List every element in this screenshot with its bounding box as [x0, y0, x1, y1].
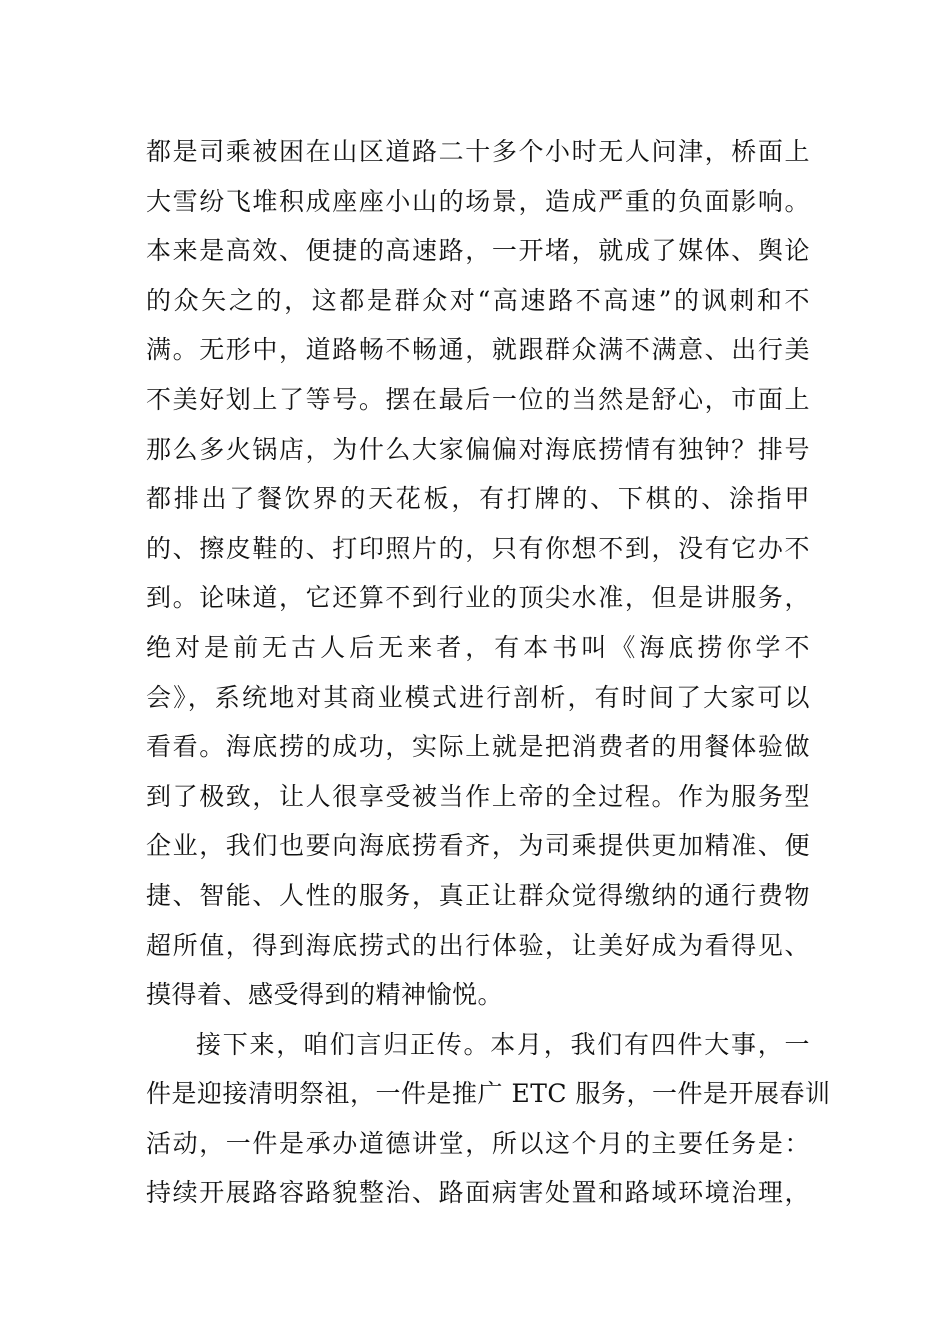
text-line: 都是司乘被困在山区道路二十多个小时无人问津，桥面上 — [146, 137, 810, 166]
text-line: 本来是高效、便捷的高速路，一开堵，就成了媒体、舆论 — [146, 236, 810, 266]
text-line: 企业，我们也要向海底捞看齐，为司乘提供更加精准、便 — [146, 831, 810, 861]
text-line: 接下来，咱们言归正传。本月，我们有四件大事，一 — [196, 1029, 810, 1059]
text-line: 超所值，得到海底捞式的出行体验，让美好成为看得见、 — [146, 930, 810, 960]
text-line: 看看。海底捞的成功，实际上就是把消费者的用餐体验做 — [146, 732, 810, 762]
text-line: 捷、智能、人性的服务，真正让群众觉得缴纳的通行费物 — [146, 880, 810, 910]
paragraph-1 — [146, 127, 810, 1020]
text-line: 满。无形中，道路畅不畅通，就跟群众满不满意、出行美 — [146, 335, 810, 365]
paragraph-2 — [146, 1020, 831, 1218]
text-line: 到了极致，让人很享受被当作上帝的全过程。作为服务型 — [146, 781, 810, 811]
text-line: 活动，一件是承办道德讲堂，所以这个月的主要任务是： — [146, 1128, 810, 1158]
text-line: 大雪纷飞堆积成座座小山的场景，造成严重的负面影响。 — [146, 186, 810, 216]
text-line: 件是迎接清明祭祖，一件是推广 ETC 服务，一件是开展春训 — [146, 1079, 831, 1109]
text-line: 持续开展路容路貌整治、路面病害处置和路域环境治理， — [146, 1178, 810, 1208]
body-text — [146, 127, 831, 1218]
text-line: 的、擦皮鞋的、打印照片的，只有你想不到，没有它办不 — [146, 533, 810, 563]
text-line: 都排出了餐饮界的天花板，有打牌的、下棋的、涂指甲 — [146, 484, 810, 514]
text-line: 摸得着、感受得到的精神愉悦。 — [146, 980, 504, 1010]
text-line: 会》，系统地对其商业模式进行剖析，有时间了大家可以 — [146, 682, 810, 712]
text-line: 到。论味道，它还算不到行业的顶尖水准，但是讲服务， — [146, 583, 810, 613]
text-line: 的众矢之的，这都是群众对“高速路不高速”的讽刺和不 — [146, 285, 810, 315]
text-line: 绝对是前无古人后无来者，有本书叫《海底捞你学不 — [146, 632, 810, 662]
text-line: 不美好划上了等号。摆在最后一位的当然是舒心，市面上 — [146, 384, 810, 414]
text-line: 那么多火锅店，为什么大家偏偏对海底捞情有独钟？排号 — [146, 434, 810, 464]
